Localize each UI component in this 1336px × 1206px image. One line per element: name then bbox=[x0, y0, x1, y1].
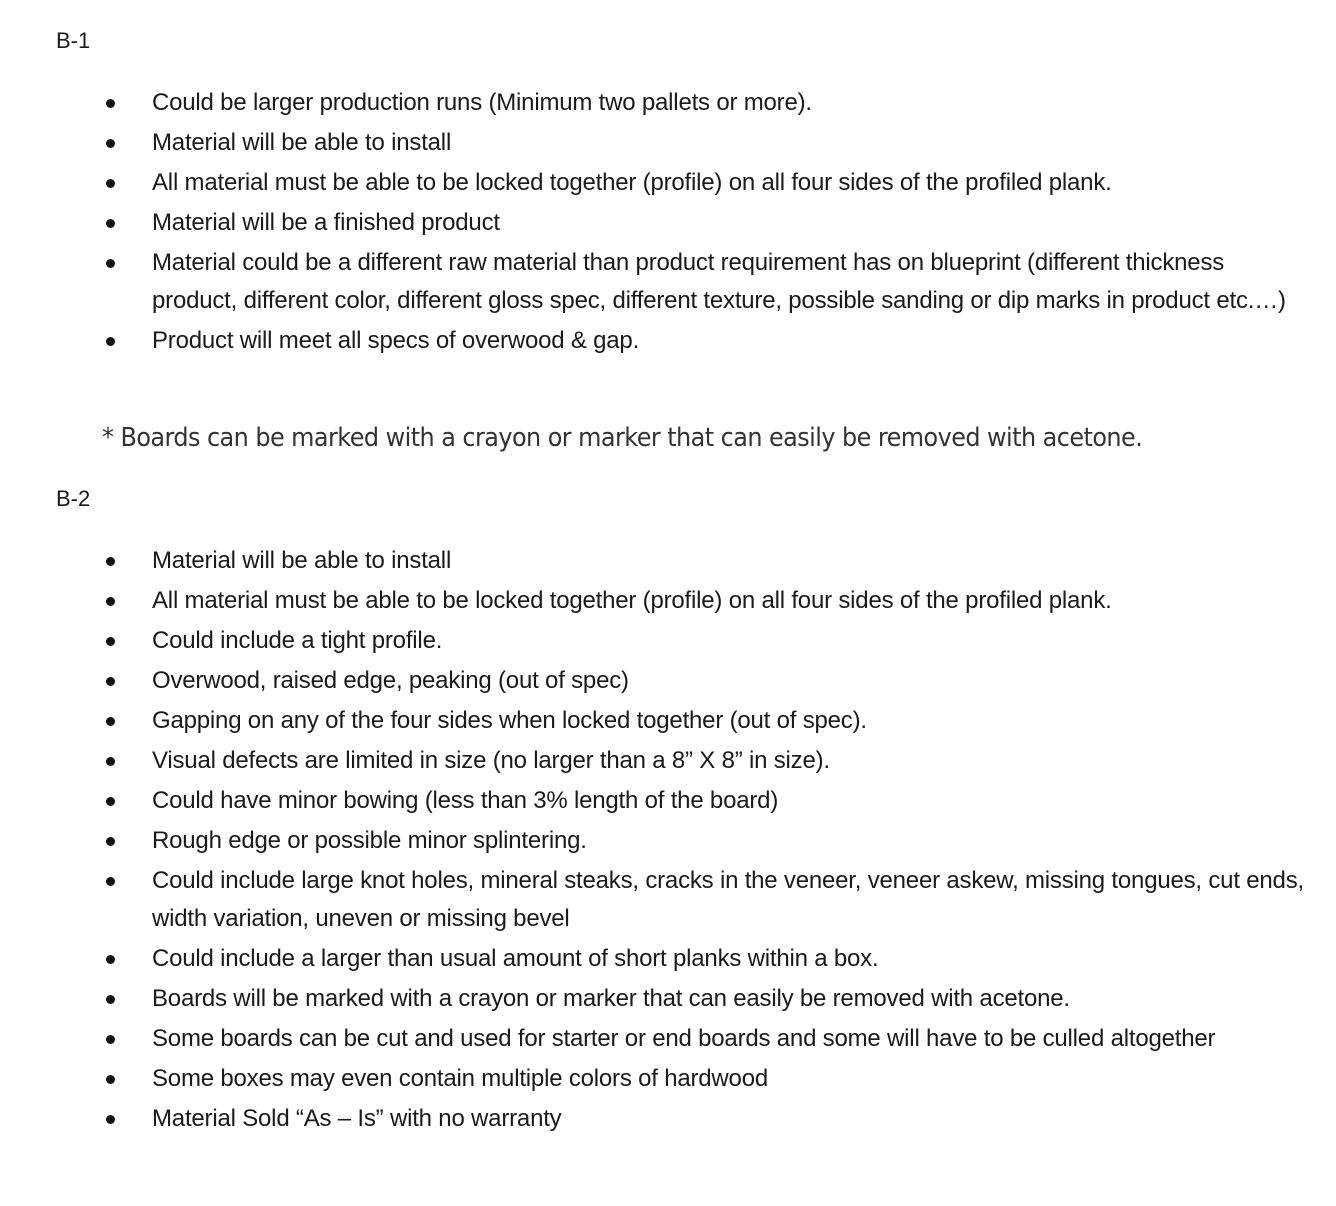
list-item bbox=[0, 822, 1336, 860]
bullet-icon bbox=[106, 837, 115, 846]
list-item bbox=[0, 542, 1336, 580]
list-item-text: All material must be able to be locked together (profile) on all four sides of the profiled plank. bbox=[152, 169, 1112, 196]
bullet-icon bbox=[106, 1115, 115, 1124]
list-item-text: Gapping on any of the four sides when locked together (out of spec). bbox=[152, 707, 867, 734]
bullet-icon bbox=[106, 1075, 115, 1084]
list-item-text: Material Sold “As – Is” with no warranty bbox=[152, 1105, 562, 1132]
bullet-list-b2 bbox=[0, 542, 1336, 1138]
list-item-text: Could include large knot holes, mineral steaks, cracks in the veneer, veneer askew, missing tongues, cut ends, width variation, uneven or missing bevel bbox=[152, 867, 1304, 932]
list-item-text: Visual defects are limited in size (no larger than a 8” X 8” in size). bbox=[152, 747, 830, 774]
list-item bbox=[0, 662, 1336, 700]
list-item bbox=[0, 164, 1336, 202]
list-item-text: Material will be able to install bbox=[152, 129, 452, 156]
acetone-note: * Boards can be marked with a crayon or marker that can easily be removed with acetone. bbox=[102, 423, 1143, 453]
bullet-list-b1 bbox=[0, 84, 1336, 360]
list-item-text: Could include a tight profile. bbox=[152, 627, 443, 654]
list-item-text: Could have minor bowing (less than 3% length of the board) bbox=[152, 787, 779, 814]
bullet-icon bbox=[106, 259, 115, 268]
list-item bbox=[0, 622, 1336, 660]
list-item-text: Material will be able to install bbox=[152, 547, 452, 574]
list-item-text: All material must be able to be locked together (profile) on all four sides of the profiled plank. bbox=[152, 587, 1112, 614]
list-item-text: Boards will be marked with a crayon or marker that can easily be removed with acetone. bbox=[152, 985, 1070, 1012]
list-item bbox=[0, 940, 1336, 978]
bullet-icon bbox=[106, 757, 115, 766]
list-item bbox=[0, 862, 1336, 938]
list-item-text: Could include a larger than usual amount of short planks within a box. bbox=[152, 945, 879, 972]
list-item bbox=[0, 1020, 1336, 1058]
list-item bbox=[0, 204, 1336, 242]
list-item-text: Could be larger production runs (Minimum two pallets or more). bbox=[152, 89, 812, 116]
bullet-icon bbox=[106, 1035, 115, 1044]
list-item-text: Overwood, raised edge, peaking (out of spec) bbox=[152, 667, 629, 694]
bullet-icon bbox=[106, 677, 115, 686]
list-item bbox=[0, 1060, 1336, 1098]
bullet-icon bbox=[106, 557, 115, 566]
bullet-icon bbox=[106, 139, 115, 148]
section-heading-b2: B-2 bbox=[56, 486, 91, 511]
list-item-text: Material will be a finished product bbox=[152, 209, 500, 236]
list-item-text: Rough edge or possible minor splintering. bbox=[152, 827, 587, 854]
list-item bbox=[0, 124, 1336, 162]
list-item-text: Some boxes may even contain multiple colors of hardwood bbox=[152, 1065, 769, 1092]
list-item bbox=[0, 322, 1336, 360]
bullet-icon bbox=[106, 219, 115, 228]
list-item bbox=[0, 742, 1336, 780]
list-item-text: Some boards can be cut and used for starter or end boards and some will have to be culled altogether bbox=[152, 1025, 1216, 1052]
list-item bbox=[0, 1100, 1336, 1138]
bullet-icon bbox=[106, 597, 115, 606]
list-item bbox=[0, 980, 1336, 1018]
list-item bbox=[0, 782, 1336, 820]
bullet-icon bbox=[106, 797, 115, 806]
bullet-icon bbox=[106, 179, 115, 188]
list-item bbox=[0, 84, 1336, 122]
list-item bbox=[0, 582, 1336, 620]
bullet-icon bbox=[106, 637, 115, 646]
bullet-icon bbox=[106, 995, 115, 1004]
bullet-icon bbox=[106, 337, 115, 346]
list-item bbox=[0, 244, 1336, 320]
list-item bbox=[0, 702, 1336, 740]
list-item-text: Material could be a different raw material than product requirement has on blueprint (different thickness product, different color, different gloss spec, different texture, possible sanding or dip marks in product etc.…) bbox=[152, 249, 1286, 314]
bullet-icon bbox=[106, 955, 115, 964]
list-item-text: Product will meet all specs of overwood & gap. bbox=[152, 327, 640, 354]
bullet-icon bbox=[106, 717, 115, 726]
bullet-icon bbox=[106, 877, 115, 886]
bullet-icon bbox=[106, 99, 115, 108]
section-heading-b1: B-1 bbox=[56, 28, 91, 53]
